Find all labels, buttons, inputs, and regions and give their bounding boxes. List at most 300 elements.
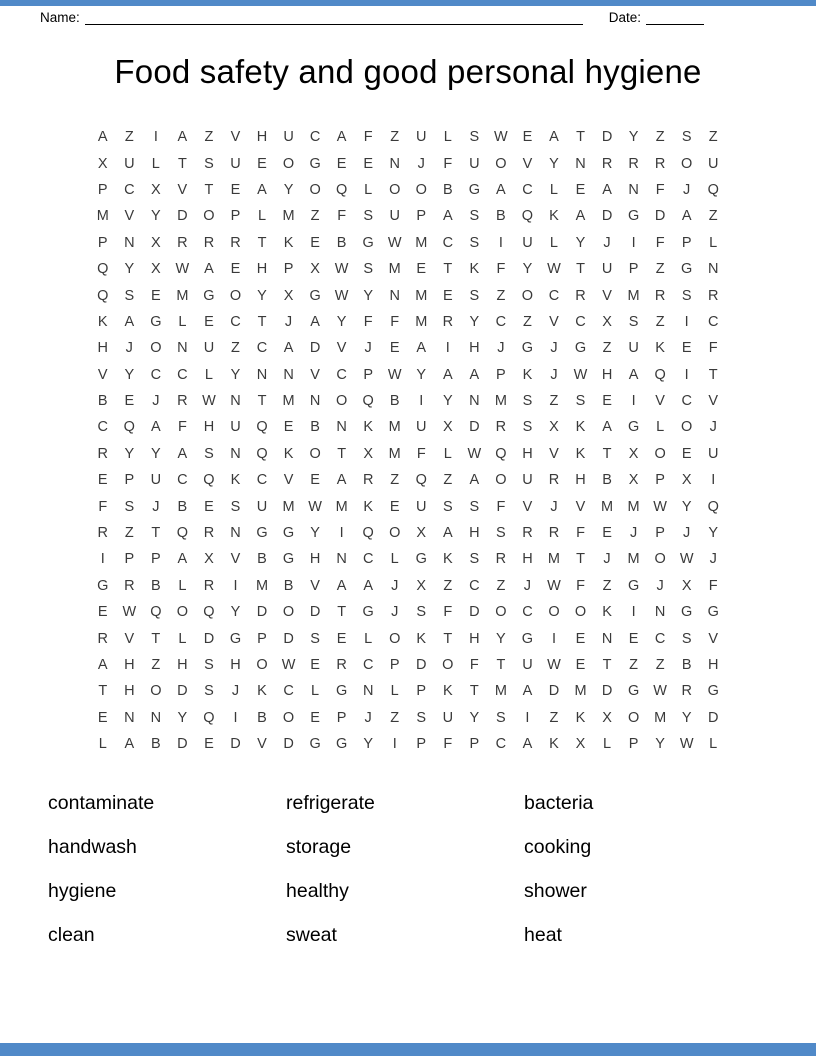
grid-letter: U [522, 657, 533, 673]
grid-letter: T [257, 313, 267, 330]
grid-letter: G [203, 287, 215, 304]
grid-letter: T [602, 657, 612, 673]
grid-letter: M [627, 551, 640, 568]
grid-letter: Y [336, 313, 347, 330]
grid-letter: R [628, 155, 639, 172]
grid-letter: Y [469, 709, 480, 726]
grid-letter: G [521, 340, 534, 357]
grid-letter: R [203, 577, 215, 594]
grid-letter: S [363, 261, 374, 278]
grid-letter: J [391, 604, 399, 621]
grid-letter: S [310, 630, 320, 647]
grid-letter: C [522, 604, 533, 621]
grid-letter: Y [655, 736, 665, 753]
grid-letter: E [310, 709, 320, 726]
grid-letter: Z [310, 208, 320, 225]
grid-letter: R [177, 393, 188, 410]
grid-letter: S [522, 419, 533, 436]
grid-letter: G [681, 604, 693, 621]
grid-letter: Y [681, 498, 692, 515]
grid-letter: R [97, 630, 108, 647]
grid-letter: G [574, 340, 587, 357]
grid-letter: U [203, 340, 215, 357]
grid-letter: J [656, 577, 664, 594]
grid-letter: V [124, 208, 135, 225]
grid-letter: N [256, 366, 268, 383]
grid-letter: E [602, 525, 612, 542]
grid-letter: X [204, 551, 214, 568]
grid-letter: M [176, 287, 189, 304]
grid-letter: S [469, 129, 480, 146]
grid-letter: Q [707, 181, 719, 198]
grid-letter: X [442, 419, 453, 436]
grid-letter: X [681, 472, 692, 489]
grid-letter: I [233, 577, 238, 594]
grid-letter: E [681, 445, 692, 462]
grid-letter: X [628, 445, 639, 462]
grid-letter: E [416, 261, 427, 278]
grid-letter: P [97, 181, 108, 198]
grid-letter: X [363, 445, 374, 462]
grid-letter: C [97, 419, 108, 436]
grid-letter: U [256, 498, 268, 515]
grid-letter: D [309, 340, 321, 357]
grid-letter: B [389, 393, 400, 410]
grid-letter: O [389, 181, 401, 198]
grid-letter: Y [575, 234, 586, 251]
grid-letter: E [575, 657, 586, 673]
grid-letter: O [495, 472, 507, 489]
grid-letter: B [177, 498, 188, 515]
grid-letter: J [683, 525, 691, 542]
grid-letter: X [549, 419, 559, 436]
grid-letter: H [522, 445, 533, 462]
grid-letter: I [392, 736, 397, 753]
grid-letter: A [575, 208, 586, 225]
grid-letter: O [256, 657, 268, 673]
grid-letter: A [336, 129, 347, 146]
grid-letter: S [416, 709, 427, 726]
grid-letter: Y [363, 287, 374, 304]
grid-letter: J [364, 340, 372, 357]
grid-letter: P [655, 472, 665, 489]
grid-letter: E [230, 181, 241, 198]
grid-letter: S [522, 393, 533, 410]
grid-letter: J [683, 181, 691, 198]
grid-letter: F [496, 498, 506, 515]
grid-letter: V [575, 498, 586, 515]
word-list-column [524, 781, 762, 957]
grid-letter: O [654, 445, 666, 462]
grid-letter: L [603, 736, 612, 753]
grid-letter: R [654, 287, 666, 304]
grid-letter: M [547, 551, 561, 568]
grid-letter: K [442, 551, 453, 568]
grid-letter: R [336, 657, 347, 673]
grid-letter: J [497, 340, 505, 357]
grid-letter: R [548, 525, 560, 542]
grid-letter: L [178, 630, 187, 647]
grid-letter: T [576, 129, 585, 146]
grid-letter: B [257, 709, 267, 726]
grid-letter: C [362, 551, 374, 568]
grid-letter: J [550, 366, 558, 383]
grid-letter: J [550, 340, 558, 357]
grid-letter: N [336, 419, 347, 436]
grid-letter: K [363, 498, 374, 515]
grid-letter: W [334, 287, 349, 304]
grid-letter: K [442, 683, 453, 700]
grid-letter: W [387, 234, 402, 251]
grid-letter: E [602, 393, 612, 410]
grid-letter: P [124, 551, 135, 568]
grid-letter: M [388, 445, 401, 462]
grid-letter: X [97, 155, 108, 172]
grid-letter: R [230, 234, 241, 251]
grid-letter: J [603, 234, 611, 251]
grid-letter: N [707, 261, 719, 278]
word-item: clean [48, 924, 95, 947]
grid-letter: G [707, 683, 719, 700]
grid-letter: W [281, 657, 296, 673]
grid-letter: A [363, 577, 374, 594]
grid-letter: Y [416, 366, 427, 383]
grid-letter: K [655, 340, 665, 357]
grid-letter: T [177, 155, 187, 172]
grid-letter: P [151, 551, 161, 568]
grid-letter: Y [363, 736, 374, 753]
grid-letter: B [496, 208, 506, 225]
top-accent-bar [0, 0, 816, 6]
grid-letter: T [257, 234, 267, 251]
grid-letter: A [336, 472, 347, 489]
grid-letter: L [364, 630, 373, 647]
grid-letter: T [204, 181, 214, 198]
grid-letter: E [283, 419, 294, 436]
grid-letter: G [681, 261, 693, 278]
grid-letter: Q [256, 419, 268, 436]
grid-letter: S [469, 234, 480, 251]
grid-letter: Y [177, 709, 188, 726]
grid-letter: Z [390, 129, 400, 146]
grid-letter: H [469, 525, 480, 542]
grid-letter: G [415, 551, 427, 568]
grid-letter: A [522, 683, 533, 700]
grid-letter: A [496, 181, 506, 198]
grid-letter: Z [655, 261, 665, 278]
grid-letter: U [522, 234, 533, 251]
grid-letter: W [653, 498, 667, 515]
grid-letter: R [654, 155, 666, 172]
grid-letter: T [469, 683, 479, 700]
grid-letter: S [230, 498, 241, 515]
grid-letter: H [522, 551, 533, 568]
grid-letter: H [469, 340, 480, 357]
grid-letter: R [203, 525, 215, 542]
grid-letter: Q [256, 445, 268, 462]
grid-letter: G [309, 155, 321, 172]
grid-letter: A [124, 313, 135, 330]
grid-letter: D [548, 683, 560, 700]
grid-letter: O [309, 445, 321, 462]
date-label: Date: [608, 10, 642, 25]
grid-letter: H [124, 683, 135, 700]
grid-letter: N [336, 551, 347, 568]
grid-letter: V [549, 445, 559, 462]
grid-letter: L [257, 208, 267, 225]
grid-letter: D [203, 630, 215, 647]
grid-letter: L [178, 577, 187, 594]
grid-letter: K [257, 683, 267, 700]
grid-letter: M [654, 709, 667, 726]
grid-letter: H [575, 472, 586, 489]
grid-letter: K [469, 261, 480, 278]
grid-letter: L [151, 155, 160, 172]
name-date-header [0, 9, 816, 25]
grid-letter: I [631, 604, 636, 621]
date-blank-line [646, 11, 704, 25]
grid-letter: R [522, 525, 533, 542]
grid-letter: G [256, 525, 268, 542]
grid-letter: O [282, 155, 295, 172]
grid-letter: V [655, 393, 665, 410]
grid-letter: Z [655, 313, 665, 330]
word-item: storage [286, 836, 352, 859]
grid-letter: F [363, 313, 373, 330]
grid-letter: M [282, 208, 295, 225]
grid-letter: N [283, 366, 294, 383]
grid-letter: T [443, 630, 453, 647]
grid-letter: W [679, 551, 694, 568]
grid-letter: N [389, 287, 400, 304]
grid-letter: B [602, 472, 612, 489]
grid-letter: G [282, 525, 295, 542]
grid-letter: E [336, 630, 347, 647]
grid-letter: Z [151, 657, 161, 673]
grid-letter: E [389, 498, 400, 515]
grid-letter: J [603, 551, 611, 568]
grid-letter: M [255, 577, 269, 594]
grid-letter: T [337, 445, 347, 462]
grid-letter: Z [124, 525, 134, 542]
grid-letter: K [522, 366, 533, 383]
grid-letter: K [602, 604, 612, 621]
word-list-column [48, 781, 286, 957]
grid-letter: X [151, 261, 161, 278]
grid-letter: C [336, 366, 347, 383]
grid-letter: K [575, 709, 586, 726]
grid-letter: A [97, 657, 108, 673]
word-item: handwash [48, 836, 137, 859]
grid-letter: A [177, 445, 188, 462]
grid-letter: U [628, 340, 639, 357]
grid-letter: L [443, 129, 452, 146]
grid-letter: I [551, 630, 556, 647]
grid-letter: E [363, 155, 374, 172]
grid-letter: E [389, 340, 400, 357]
grid-letter: L [709, 234, 718, 251]
grid-letter: A [124, 736, 135, 753]
grid-letter: A [151, 419, 161, 436]
grid-letter: V [522, 498, 533, 515]
grid-letter: Z [655, 657, 665, 673]
grid-letter: R [124, 577, 135, 594]
grid-letter: V [602, 287, 612, 304]
grid-letter: J [391, 577, 399, 594]
grid-letter: M [415, 287, 428, 304]
grid-letter: X [575, 736, 586, 753]
grid-letter: Z [708, 129, 718, 146]
word-item: cooking [524, 836, 592, 859]
grid-letter: C [256, 472, 268, 489]
grid-letter: P [628, 261, 639, 278]
grid-letter: S [681, 630, 692, 647]
grid-letter: Q [203, 604, 215, 621]
grid-letter: Y [708, 525, 719, 542]
grid-letter: R [203, 234, 215, 251]
grid-letter: V [336, 340, 347, 357]
grid-letter: B [310, 419, 320, 436]
grid-letter: F [443, 736, 453, 753]
grid-letter: A [283, 340, 294, 357]
grid-letter: B [283, 577, 294, 594]
grid-letter: T [576, 261, 585, 278]
grid-letter: W [679, 736, 694, 753]
grid-letter: S [681, 129, 692, 146]
grid-letter: M [282, 393, 295, 410]
grid-letter: Y [151, 445, 161, 462]
grid-letter: S [124, 498, 135, 515]
grid-letter: S [469, 498, 480, 515]
grid-letter: F [576, 577, 585, 594]
grid-letter: D [283, 736, 294, 753]
grid-letter: T [443, 261, 453, 278]
grid-letter: Y [151, 208, 161, 225]
grid-letter: J [523, 577, 532, 594]
grid-letter: G [627, 577, 640, 594]
grid-letter: C [522, 181, 533, 198]
grid-letter: N [469, 393, 480, 410]
grid-letter: R [707, 287, 719, 304]
grid-letter: U [442, 709, 454, 726]
grid-letter: H [124, 657, 135, 673]
grid-letter: S [469, 287, 480, 304]
grid-letter: W [334, 261, 349, 278]
grid-letter: P [283, 261, 294, 278]
grid-letter: B [97, 393, 108, 410]
grid-letter: B [442, 181, 453, 198]
grid-letter: E [310, 472, 320, 489]
grid-letter: X [681, 577, 692, 594]
grid-letter: O [389, 525, 401, 542]
grid-letter: R [97, 525, 108, 542]
grid-letter: T [708, 366, 718, 383]
grid-letter: N [230, 525, 241, 542]
grid-letter: A [177, 551, 188, 568]
grid-letter: B [681, 657, 692, 673]
word-item: sweat [286, 924, 337, 947]
grid-letter: P [681, 234, 692, 251]
grid-letter: L [390, 683, 399, 700]
grid-letter: P [124, 472, 135, 489]
grid-letter: E [204, 736, 214, 753]
grid-letter: Y [124, 261, 135, 278]
grid-letter: A [522, 736, 533, 753]
grid-letter: D [416, 657, 427, 673]
grid-letter: K [575, 445, 586, 462]
grid-letter: U [124, 155, 135, 172]
grid-letter: S [496, 709, 506, 726]
grid-letter: V [283, 472, 294, 489]
grid-letter: D [469, 604, 480, 621]
grid-letter: K [575, 419, 586, 436]
grid-letter: M [335, 498, 348, 515]
grid-letter: A [602, 181, 612, 198]
grid-letter: A [442, 366, 453, 383]
grid-letter: I [631, 234, 636, 251]
grid-letter: V [708, 393, 719, 410]
grid-letter: Y [442, 393, 453, 410]
grid-letter: D [177, 208, 188, 225]
grid-letter: I [631, 393, 636, 410]
grid-letter: P [469, 736, 480, 753]
grid-letter: A [257, 181, 267, 198]
grid-letter: Z [708, 208, 718, 225]
grid-letter: Z [655, 129, 665, 146]
grid-letter: F [469, 657, 479, 673]
grid-letter: E [204, 313, 214, 330]
grid-letter: M [574, 683, 587, 700]
grid-letter: P [363, 366, 374, 383]
grid-letter: Q [495, 445, 507, 462]
grid-letter: L [98, 736, 107, 753]
grid-letter: T [151, 525, 161, 542]
grid-letter: G [309, 736, 321, 753]
grid-letter: O [229, 287, 242, 304]
grid-letter: I [711, 472, 716, 489]
word-item: heat [524, 924, 562, 947]
grid-letter: A [204, 261, 214, 278]
grid-letter: F [337, 208, 347, 225]
grid-letter: W [494, 129, 508, 146]
grid-letter: N [230, 393, 241, 410]
grid-letter: Y [230, 604, 241, 621]
grid-letter: N [124, 234, 135, 251]
grid-letter: N [628, 181, 639, 198]
grid-letter: N [150, 709, 162, 726]
grid-letter: C [495, 313, 507, 330]
grid-letter: L [709, 736, 718, 753]
grid-letter: O [176, 604, 189, 621]
grid-letter: V [177, 181, 188, 198]
word-list-column [286, 781, 524, 957]
grid-letter: J [629, 525, 638, 542]
grid-letter: Q [123, 419, 135, 436]
grid-letter: O [654, 551, 666, 568]
grid-letter: I [445, 340, 450, 357]
grid-letter: O [282, 604, 295, 621]
grid-letter: E [310, 234, 320, 251]
grid-letter: C [124, 181, 135, 198]
grid-letter: F [655, 234, 665, 251]
grid-letter: O [681, 155, 693, 172]
word-item: hygiene [48, 880, 117, 903]
grid-letter: Q [203, 472, 215, 489]
grid-letter: U [416, 498, 427, 515]
grid-letter: M [415, 313, 428, 330]
grid-letter: Y [124, 445, 135, 462]
grid-letter: T [602, 445, 612, 462]
